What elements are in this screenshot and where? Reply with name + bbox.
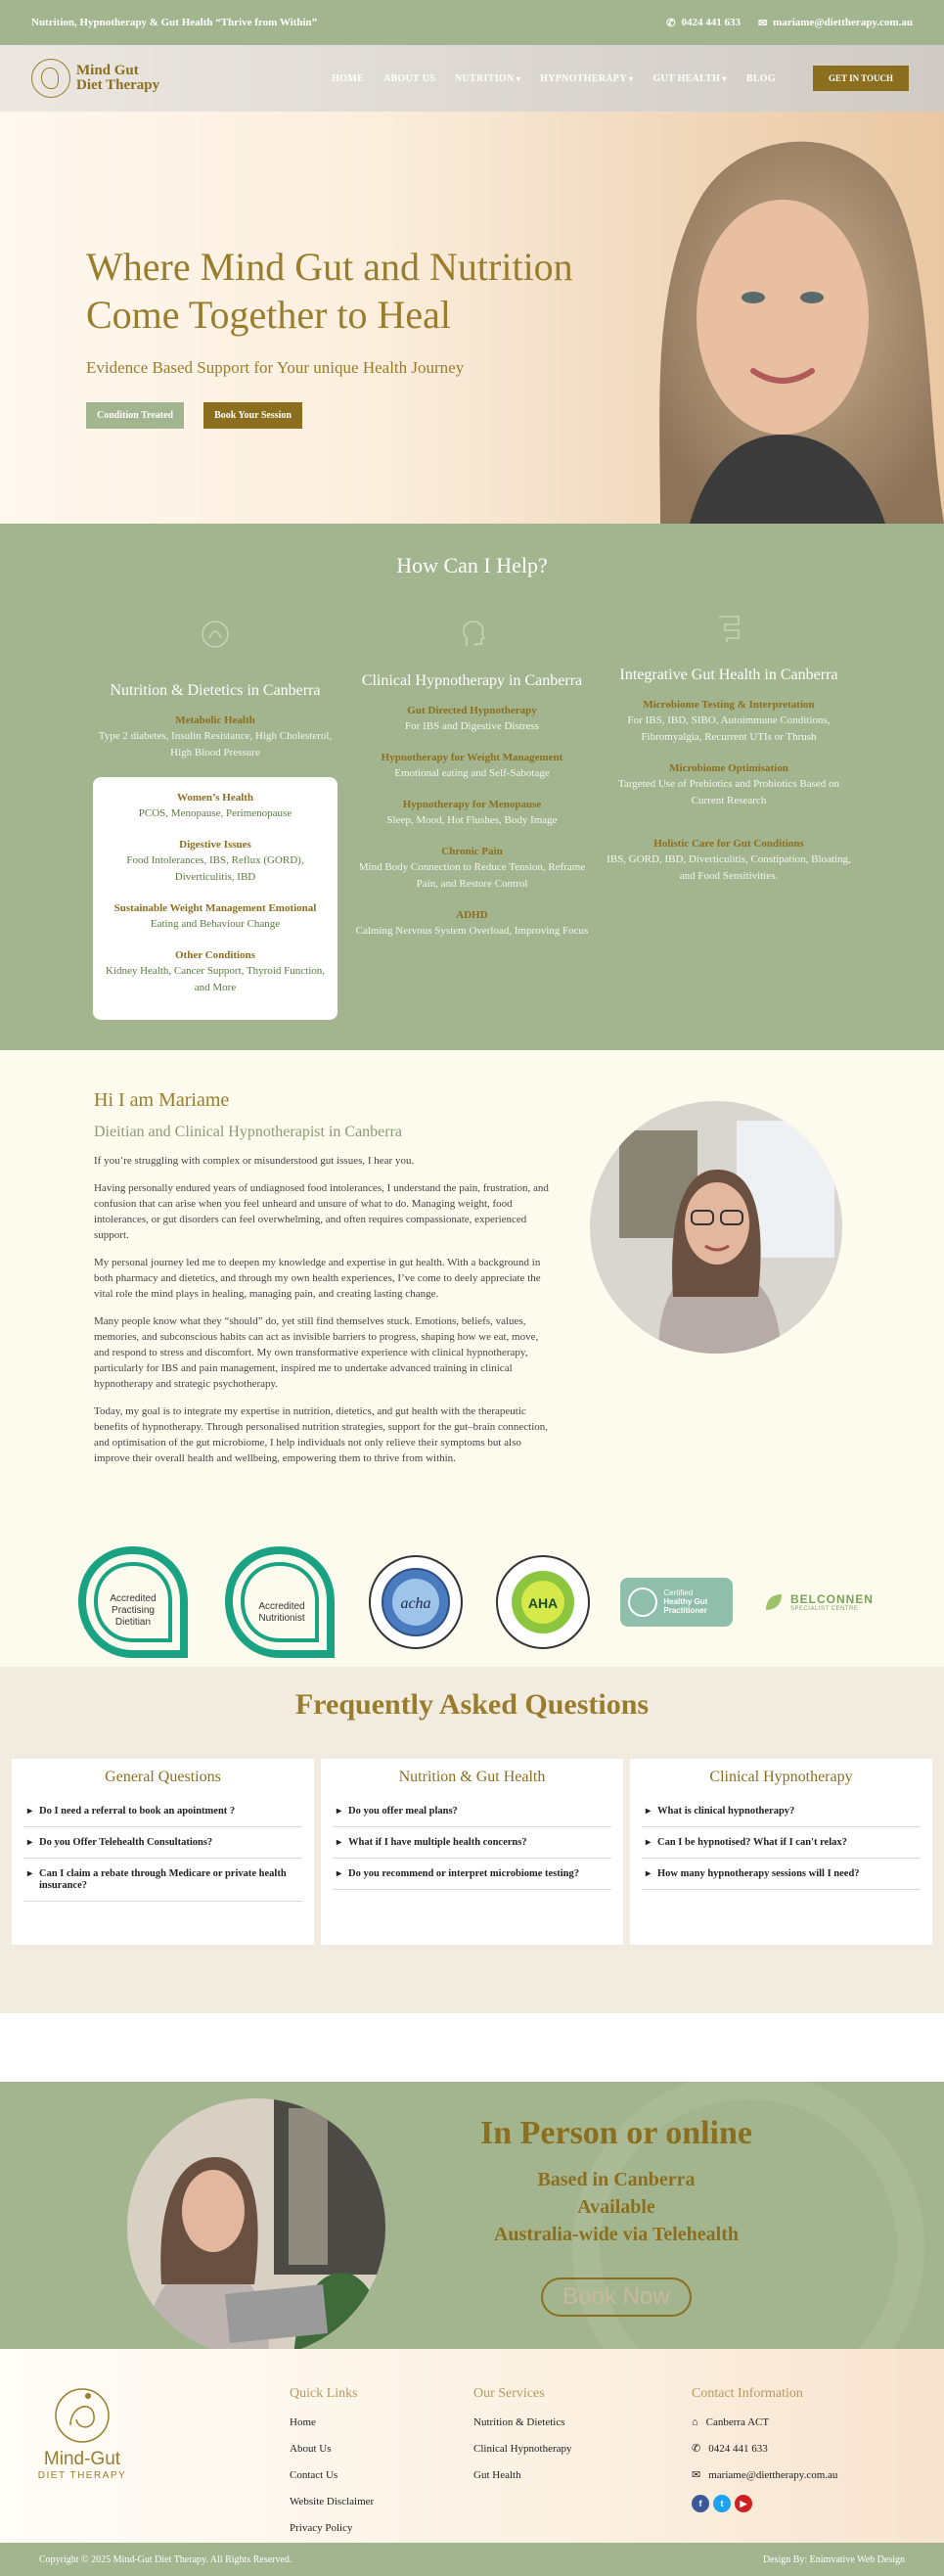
gut-icon	[711, 611, 746, 646]
in-person-title: In Person or online	[479, 2115, 752, 2151]
nav-home[interactable]: HOME	[332, 72, 364, 84]
tagline: Nutrition, Hypnotherapy & Gut Health “Thrive from Within”	[31, 17, 318, 28]
copyright-text: Copyright © 2025 Mind-Gut Diet Therapy. All Rights Reserved.	[39, 2553, 292, 2565]
faq-col-general	[12, 1759, 314, 1945]
faq-section	[0, 1667, 944, 2013]
footer-quick-links	[290, 2386, 374, 2542]
belconnen-line2: SPECIALIST CENTRE	[789, 1605, 859, 1612]
footer-phone[interactable]	[692, 2436, 837, 2462]
help-item-desc: Type 2 diabetes, Insulin Resistance, High Cholesterol, High Blood Pressure	[98, 730, 333, 759]
hero-title-line2: Come Together to Heal	[86, 293, 452, 337]
help-item-title: Chronic Pain	[441, 846, 503, 857]
footer-email-text: mariame@diettherapy.com.au	[708, 2469, 838, 2481]
healthy-gut-badge	[620, 1578, 733, 1627]
logo-line2: Diet Therapy	[76, 77, 160, 93]
help-item-desc: Calming Nervous System Overload, Improving Focus	[355, 925, 589, 937]
footer-service-gut-health[interactable]: Gut Health	[473, 2469, 521, 2481]
hero-section	[0, 112, 944, 524]
help-item-title: Microbiome Testing & Interpretation	[643, 699, 815, 711]
logo-mark-icon	[31, 59, 70, 98]
condition-treated-button[interactable]: Condition Treated	[86, 402, 184, 429]
help-item-desc: For IBS, IBD, SIBO, Autoimmune Conditions, Fibromyalgia, Recurrent UTIs or Thrush	[627, 714, 831, 743]
footer-services	[473, 2386, 572, 2489]
about-paragraph: My personal journey led me to deepen my knowledge and expertise in gut health. With a background in both pharmacy and dietetics, and through my own health experiences, I’ve come to deely appreciate the vital role the mind plays in healing, managing pain, and creating lasting change.	[94, 1257, 541, 1300]
faq-col-title: Nutrition & Gut Health	[398, 1769, 546, 1785]
an-badge	[221, 1544, 338, 1660]
help-item-title: Hypnotherapy for Menopause	[402, 799, 542, 810]
mail-icon: ✉	[692, 2469, 701, 2481]
phone-icon: ✆	[692, 2443, 701, 2455]
faq-question[interactable]: ▸ Do I need a referral to book an apointment ?	[23, 1796, 302, 1827]
nutrition-icon	[198, 617, 233, 652]
faq-col-title: General Questions	[105, 1769, 221, 1785]
location-icon: ⌂	[692, 2416, 698, 2428]
book-session-button[interactable]: Book Your Session	[203, 402, 302, 429]
help-col-gut	[607, 617, 851, 1020]
section-spacer	[0, 2013, 944, 2082]
help-title: How Can I Help?	[396, 553, 548, 577]
help-item-desc: Sleep, Mood, Hot Flushes, Body Image	[386, 814, 558, 826]
nav-nutrition[interactable]: NUTRITION ▾	[455, 73, 520, 84]
about-paragraph: Many people know what they “should” do, yet still find themselves stuck. Emotions, beliefs, values, memories, and subconscious habits can act as invisible barriers to progress, shaping how we eat, move, and respond to stress and discomfort. My own transformative experience with clinical hypnotherapy, particularly for IBS and pain management, inspired me to undertake advanced training in clinical hypnotherapy and strategic psychotherapy.	[94, 1315, 539, 1390]
help-col-gut-title: Integrative Gut Health in Canberra	[619, 667, 838, 683]
footer-location	[692, 2410, 837, 2436]
belconnen-line1: BELCONNEN	[789, 1591, 874, 1606]
acha-badge	[367, 1553, 465, 1651]
nav-about[interactable]: ABOUT US	[382, 72, 436, 84]
footer-services-title: Our Services	[473, 2386, 545, 2401]
help-item-desc: PCOS, Menopause, Perimenopause	[138, 807, 292, 819]
faq-col-nutrition	[321, 1759, 623, 1945]
about-section	[0, 1050, 944, 1537]
nav-hypnotherapy[interactable]: HYPNOTHERAPY ▾	[540, 73, 633, 84]
faq-question[interactable]: ▸ Can I claim a rebate through Medicare or private health insurance?	[23, 1859, 302, 1902]
aha-badge	[494, 1553, 592, 1651]
in-person-section	[0, 2082, 944, 2349]
about-subtitle: Dieitian and Clinical Hypnotherapist in Canberra	[94, 1124, 403, 1140]
phone-icon: ✆	[666, 17, 676, 29]
help-item-title: Hypnotherapy for Weight Management	[381, 752, 563, 763]
site-header	[0, 45, 944, 112]
faq-question[interactable]: ▸ Do you offer meal plans?	[333, 1796, 611, 1827]
footer-quick-title: Quick Links	[290, 2386, 358, 2401]
apd-badge-line1: Accredited	[110, 1592, 157, 1604]
footer-logo-line2: DIET THERAPY	[37, 2470, 127, 2481]
footer-logo-line1: Mind-Gut	[43, 2449, 121, 2469]
help-section	[0, 524, 944, 1050]
healthy-gut-line3: Practitioner	[663, 1606, 707, 1615]
twitter-icon[interactable]: t	[713, 2495, 731, 2512]
topbar-phone[interactable]	[666, 17, 741, 29]
belconnen-badge	[762, 1590, 874, 1614]
help-item-desc: Eating and Behaviour Change	[150, 918, 281, 930]
belconnen-leaf-icon	[762, 1590, 786, 1614]
help-item-desc: Kidney Health, Cancer Support, Thyroid Function, and More	[105, 965, 326, 993]
get-in-touch-button[interactable]: GET IN TOUCH	[813, 66, 909, 91]
site-footer	[0, 2349, 944, 2543]
youtube-icon[interactable]: ▶	[735, 2495, 752, 2512]
healthy-gut-ring-icon	[628, 1587, 657, 1617]
help-col-hypnotherapy	[350, 617, 595, 1020]
footer-link-home[interactable]: Home	[290, 2416, 316, 2428]
footer-link-privacy[interactable]: Privacy Policy	[290, 2522, 353, 2534]
footer-location-text: Canberra ACT	[705, 2416, 770, 2428]
help-item-desc: Food Intolerances, IBS, Reflux (GORD), Diverticulitis, IBD	[126, 854, 304, 883]
copyright-bar	[0, 2543, 944, 2576]
in-person-line1: Based in Canberra	[537, 2169, 696, 2190]
about-paragraph: Today, my goal is to integrate my expertise in nutrition, dietetics, and gut health with the therapeutic benefits of hypnotherapy. Through personalised nutrition strategies, support for the gut–brain connection, and optimisation of the gut microbiome, I help individuals not only relieve their symptoms but also improve their overall health and wellbeing, empowering them to thrive from within.	[94, 1405, 549, 1464]
aha-badge-text: AHA	[527, 1594, 558, 1611]
help-col-nutrition	[93, 617, 337, 1020]
help-item-desc: Mind Body Connection to Reduce Tension, Reframe Pain, and Restore Control	[358, 861, 586, 890]
footer-logo[interactable]	[35, 2386, 129, 2481]
faq-col-title: Clinical Hypnotherapy	[709, 1769, 853, 1785]
about-paragraph: If you’re struggling with complex or misunderstood gut issues, I hear you.	[94, 1155, 415, 1167]
help-item-title: ADHD	[456, 909, 488, 921]
help-item-title: Gut Directed Hypnotherapy	[407, 705, 537, 716]
help-card	[93, 777, 337, 1020]
faq-title: Frequently Asked Questions	[294, 1688, 650, 1721]
faq-question[interactable]: ▸ Can I be hypnotised? What if I can't relax?	[642, 1827, 921, 1859]
footer-link-contact[interactable]: Contact Us	[290, 2469, 338, 2481]
about-paragraph: Having personally endured years of undiagnosed food intolerances, I understand the pain, frustration, and confusion that can arise when you feel unheard and unsure of what to do. Managing weight, food intolerances, or gut disorders can feel overwhelming, and often requires compassionate, experienced support.	[94, 1182, 549, 1241]
footer-link-about[interactable]: About Us	[290, 2443, 332, 2455]
healthy-gut-line2: Healthy Gut	[663, 1597, 708, 1606]
topbar-email[interactable]	[758, 17, 913, 29]
footer-service-nutrition[interactable]: Nutrition & Dietetics	[473, 2416, 565, 2428]
top-bar	[0, 0, 944, 45]
an-badge-line2: Nutritionist	[257, 1612, 305, 1624]
in-person-line2: Available	[577, 2196, 655, 2218]
designer-credit[interactable]: Design By: Enimvative Web Design	[762, 2553, 905, 2565]
help-col-nutrition-title: Nutrition & Dietetics in Canberra	[110, 682, 321, 699]
apd-badge-line2: Practising	[112, 1604, 155, 1616]
hero-title-line1: Where Mind Gut and Nutrition	[86, 245, 573, 289]
footer-email[interactable]	[692, 2462, 837, 2489]
footer-contact-title: Contact Information	[692, 2386, 803, 2401]
healthy-gut-line1: Certified	[663, 1588, 694, 1597]
help-item-title: Digestive Issues	[179, 839, 251, 851]
footer-service-hypnotherapy[interactable]: Clinical Hypnotherapy	[473, 2443, 572, 2455]
help-item-title: Microbiome Optimisation	[669, 762, 788, 774]
mail-icon: ✉	[757, 17, 768, 29]
help-item-title: Sustainable Weight Management Emotional	[113, 902, 317, 914]
help-item-title: Holistic Care for Gut Conditions	[653, 838, 804, 850]
acha-badge-text: acha	[400, 1594, 431, 1612]
footer-logo-mark-icon	[53, 2386, 112, 2445]
apd-badge-line3: Dietitian	[114, 1616, 152, 1628]
faq-col-hypnotherapy	[630, 1759, 932, 1945]
faq-question[interactable]: ▸ Do you Offer Telehealth Consultations?	[23, 1827, 302, 1859]
an-badge-line1: Accredited	[257, 1600, 305, 1612]
footer-contact	[692, 2386, 837, 2512]
book-now-button[interactable]: Book Now	[541, 2277, 691, 2317]
faq-question[interactable]: ▸ What if I have multiple health concerns?	[333, 1827, 611, 1859]
nav-blog[interactable]: BLOG	[745, 72, 776, 84]
faq-question[interactable]: ▸ What is clinical hypnotherapy?	[642, 1796, 921, 1827]
nav-gut-health[interactable]: GUT HEALTH ▾	[652, 73, 726, 84]
mariame-portrait	[590, 1101, 842, 1354]
hero-subtitle: Evidence Based Support for Your unique Health Journey	[86, 358, 465, 377]
help-item-desc: Emotional eating and Self-Sabotage	[394, 767, 550, 779]
topbar-email-text: mariame@diettherapy.com.au	[773, 17, 913, 28]
accreditation-badges	[0, 1537, 944, 1667]
help-item-title: Metabolic Health	[175, 714, 255, 726]
help-item-desc: For IBS and Digestive Distress	[405, 720, 539, 732]
in-person-line3: Australia-wide via Telehealth	[493, 2224, 739, 2245]
main-nav	[332, 66, 909, 91]
footer-link-disclaimer[interactable]: Website Disclaimer	[290, 2496, 375, 2507]
help-col-hypnotherapy-title: Clinical Hypnotherapy in Canberra	[361, 672, 583, 689]
faq-question[interactable]: ▸ How many hypnotherapy sessions will I need?	[642, 1859, 921, 1890]
consultation-photo	[127, 2098, 385, 2349]
footer-phone-text: 0424 441 633	[708, 2443, 768, 2455]
head-icon	[455, 617, 490, 652]
topbar-phone-text: 0424 441 633	[681, 17, 741, 28]
help-item-desc: Targeted Use of Prebiotics and Probiotics Based on Current Research	[617, 778, 839, 806]
help-item-title: Other Conditions	[174, 949, 255, 961]
about-title: Hi I am Mariame	[94, 1089, 230, 1111]
help-item-desc: IBS, GORD, IBD, Diverticulitis, Constipation, Bloating, and Food Sensitivities.	[607, 853, 851, 882]
help-item-title: Women’s Health	[176, 792, 254, 804]
logo-line1: Mind Gut	[76, 63, 139, 78]
facebook-icon[interactable]: f	[692, 2495, 709, 2512]
apd-badge	[74, 1544, 192, 1660]
site-logo[interactable]	[31, 59, 159, 98]
faq-question[interactable]: ▸ Do you recommend or interpret microbiome testing?	[333, 1859, 611, 1890]
